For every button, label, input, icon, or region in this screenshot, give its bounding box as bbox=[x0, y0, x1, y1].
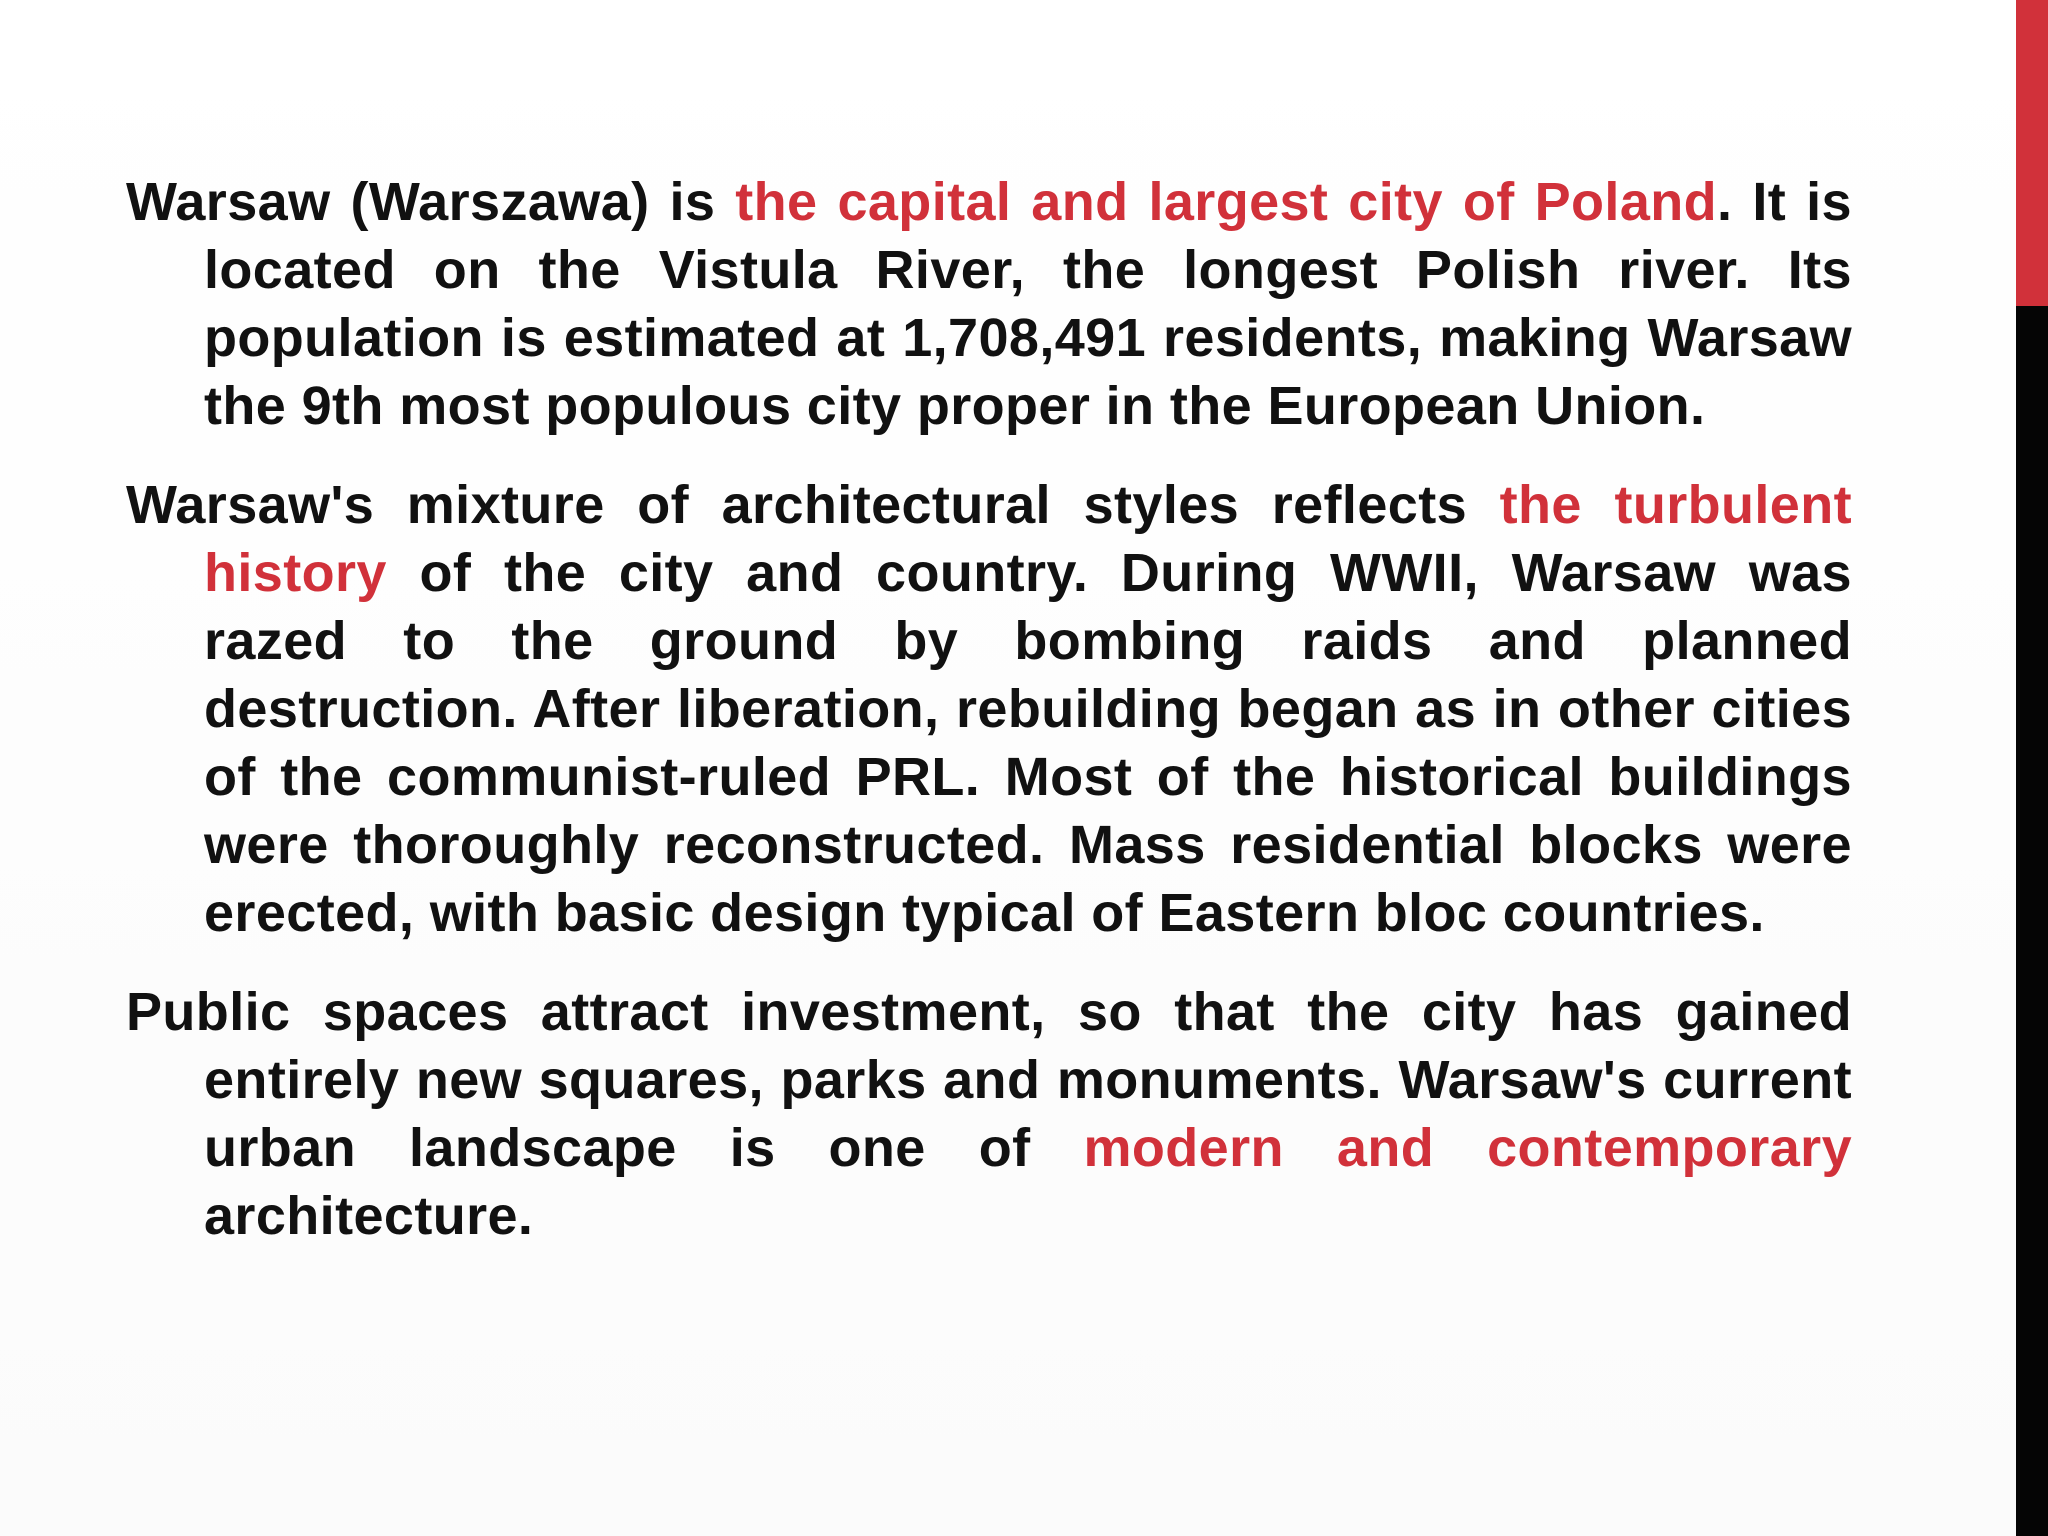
paragraph-text: Public spaces attract investment, so that the city has gained entirely new squares, parks and monuments. Warsaw's current urban landscape is one of bbox=[126, 982, 1852, 1178]
paragraph-architecture bbox=[126, 471, 1852, 947]
side-accent-bar-black bbox=[2016, 306, 2048, 1536]
highlighted-phrase: the turbulent history bbox=[204, 475, 1852, 603]
highlighted-phrase: the capital and largest city of Poland bbox=[735, 172, 1718, 232]
slide-body bbox=[126, 168, 1852, 1281]
paragraph-text: . It is located on the Vistula River, the longest Polish river. Its population is estimated at 1,708,491 residents, making Warsaw the 9th most populous city proper in the European Union. bbox=[204, 172, 1852, 436]
paragraph-text: Warsaw (Warszawa) is bbox=[126, 172, 736, 232]
paragraph-text: architecture. bbox=[204, 1186, 534, 1246]
paragraph-text: of the city and country. During WWII, Warsaw was razed to the ground by bombing raids and planned destruction. After liberation, rebuilding began as in other cities of the communist-ruled PRL. Most of the historical buildings were thoroughly reconstructed. Mass residential blocks were erected, with basic design typical of Eastern bloc countries. bbox=[204, 543, 1852, 943]
paragraph-capital bbox=[126, 168, 1852, 440]
paragraph-public-spaces bbox=[126, 978, 1852, 1250]
highlighted-phrase: modern and contemporary bbox=[1083, 1118, 1853, 1178]
paragraph-text: Warsaw's mixture of architectural styles reflects bbox=[126, 475, 1500, 535]
side-accent-bar-red bbox=[2016, 0, 2048, 306]
